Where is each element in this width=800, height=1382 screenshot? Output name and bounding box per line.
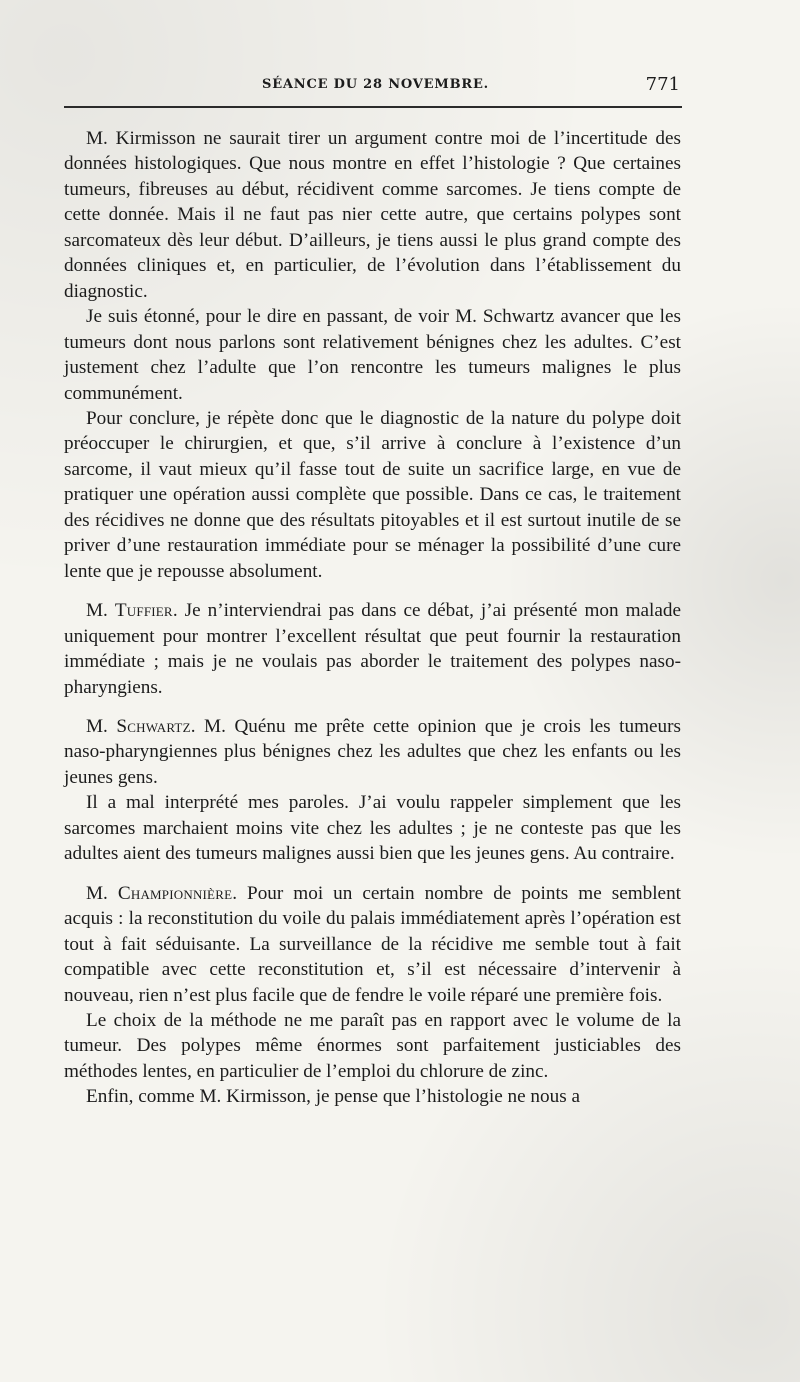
speaker-championniere: Championnière xyxy=(117,882,233,904)
paragraph-tuffier xyxy=(64,598,681,700)
speaker-prefix: M. xyxy=(86,600,115,622)
page-header xyxy=(64,74,680,98)
tuffier-statement: . Je n’interviendrai pas dans ce débat, j’ai présenté mon malade uniquement pour montrer l’excellent résultat que peut fournir la restauration immédiate ; mais je ne voulais pas aborder le traitement des polypes naso-pharyngiens. xyxy=(64,600,682,698)
paragraph-schwartz-follow-up: Il a mal interprété mes paroles. J’ai voulu rappeler simplement que les sarcomes marchaient moins vite chez les adultes ; je ne conteste pas que les adultes aient des tumeurs malignes aussi bien que les jeunes gens. Au contraire. xyxy=(64,792,681,865)
paragraph-schwartz-remark: Je suis étonné, pour le dire en passant, de voir M. Schwartz avancer que les tumeurs dont nous parlons sont relativement bénignes chez les adultes. C’est justement chez l’adulte que l’on rencontre les tumeurs malignes le plus communément. xyxy=(64,306,681,404)
paragraph-final-fragment: Enfin, comme M. Kirmisson, je pense que l’histologie ne nous a xyxy=(86,1086,580,1108)
speaker-prefix: M. xyxy=(86,882,118,904)
body-text xyxy=(64,126,681,1110)
paragraph-schwartz xyxy=(64,714,681,790)
paragraph-championniere xyxy=(64,881,681,1008)
speaker-schwartz: Schwartz xyxy=(116,715,191,737)
header-rule xyxy=(64,106,682,108)
paragraph-kirmisson-argument: M. Kirmisson ne saurait tirer un argument contre moi de l’incertitude des données histologiques. Que nous montre en effet l’histologie ? Que certaines tumeurs, fibreuses au début, récidivent comme sarcomes. Je tiens compte de cette donnée. Mais il ne faut pas nier cette autre, que certains polypes sont sarcomateux dès leur début. D’ailleurs, je tiens aussi le plus grand compte des données cliniques et, en particulier, de l’évolution dans l’établissement du diagnostic. xyxy=(64,128,681,302)
paragraph-conclusion: Pour conclure, je répète donc que le diagnostic de la nature du polype doit préoccuper le chirurgien, et que, s’il arrive à conclure à l’existence d’un sarcome, il vaut mieux qu’il fasse tout de suite un sacrifice large, en vue de pratiquer une opération aussi complète que possible. Dans ce cas, le traitement des récidives ne donne que des résultats pitoyables et il est surtout inutile de se priver d’une restauration immédiate pour se ménager la possibilité d’une cure lente que je repousse absolument. xyxy=(64,407,681,582)
speaker-tuffier: Tuffier xyxy=(114,600,173,622)
speaker-prefix: M. xyxy=(86,715,117,737)
page-number: 771 xyxy=(645,74,680,95)
running-head: SÉANCE DU 28 NOVEMBRE. xyxy=(262,77,489,92)
championniere-statement: . Pour moi un certain nombre de points me semblent acquis : la reconstitution du voile du palais immédiatement après l’opération est tout à fait séduisante. La surveillance de la récidive me semble tout à fait compatible avec cette reconstitution et, s’il est nécessaire d’intervenir à nouveau, rien n’est plus facile que de fendre le voile réparé une première fois. xyxy=(64,882,681,1006)
paragraph-method-choice: Le choix de la méthode ne me paraît pas en rapport avec le volume de la tumeur. Des polypes même énormes sont parfaitement justiciables des méthodes lentes, en particulier de l’emploi du chlorure de zinc. xyxy=(64,1009,681,1082)
schwartz-statement: . M. Quénu me prête cette opinion que je crois les tumeurs naso-pharyngiennes plus bénignes chez les adultes que chez les enfants ou les jeunes gens. xyxy=(64,715,681,788)
